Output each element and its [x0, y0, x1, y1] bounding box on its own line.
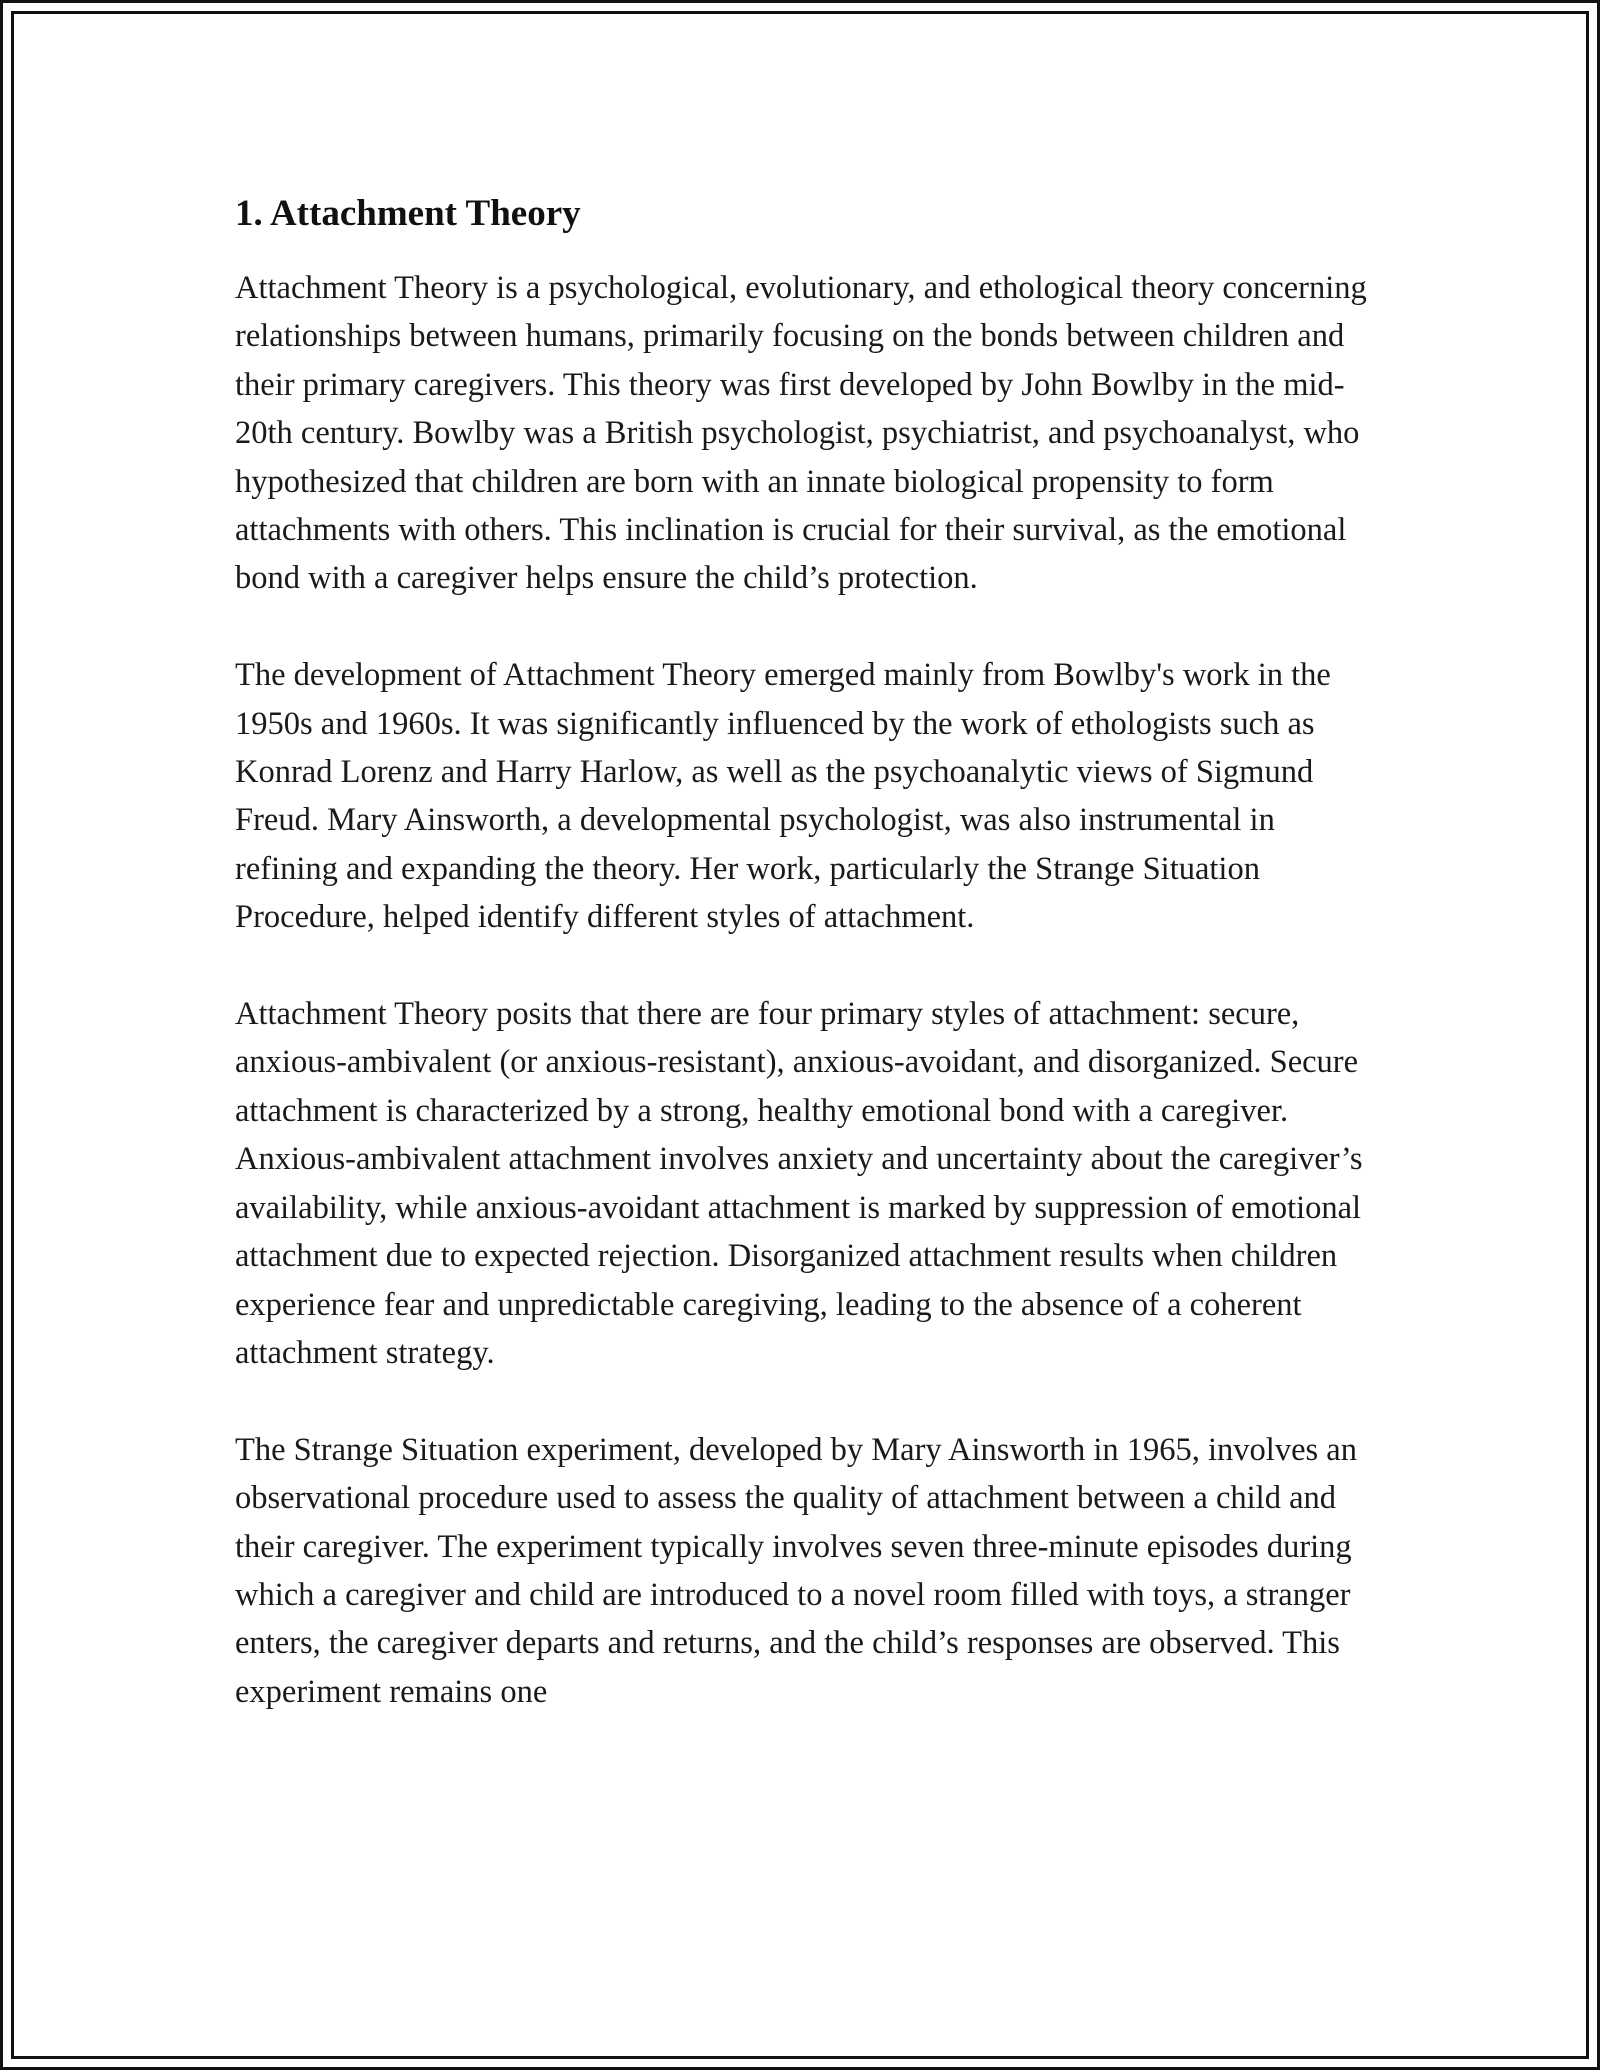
paragraph-development: The development of Attachment Theory emerged mainly from Bowlby's work in the 1950s and 1960s. It was significantly influenced by the work of ethologists such as Konrad Lorenz and Harry Harlow, as well as the psychoanalytic views of Sigmund Freud. Mary Ainsworth, a developmental psychologist, was also instrumental in refining and expanding the theory. Her work, particularly the Strange Situation Procedure, helped identify different styles of attachment.: [235, 657, 1331, 936]
document-body: [235, 190, 1375, 1765]
paragraph-strange-situation: The Strange Situation experiment, developed by Mary Ainsworth in 1965, involves an observational procedure used to assess the quality of attachment between a child and their caregiver. The experiment typically involves seven three-minute episodes during which a caregiver and child are introduced to a novel room filled with toys, a stranger enters, the caregiver departs and returns, and the child’s responses are observed. This experiment remains one: [235, 1431, 1357, 1710]
section-heading: 1. Attachment Theory: [235, 193, 581, 234]
paragraph-attachment-styles: Attachment Theory posits that there are four primary styles of attachment: secure, anxious-ambivalent (or anxious-resistant), anxious-avoidant, and disorganized. Secure attachment is characterized by a strong, healthy emotional bond with a caregiver. Anxious-ambivalent attachment involves anxiety and uncertainty about the caregiver’s availability, while anxious-avoidant attachment is marked by suppression of emotional attachment due to expected rejection. Disorganized attachment results when children experience fear and unpredictable caregiving, leading to the absence of a coherent attachment strategy.: [235, 996, 1363, 1371]
paragraph-intro: Attachment Theory is a psychological, evolutionary, and ethological theory concerning relationships between humans, primarily focusing on the bonds between children and their primary caregivers. This theory was first developed by John Bowlby in the mid-20th century. Bowlby was a British psychologist, psychiatrist, and psychoanalyst, who hypothesized that children are born with an innate biological propensity to form attachments with others. This inclination is crucial for their survival, as the emotional bond with a caregiver helps ensure the child’s protection.: [235, 270, 1367, 597]
